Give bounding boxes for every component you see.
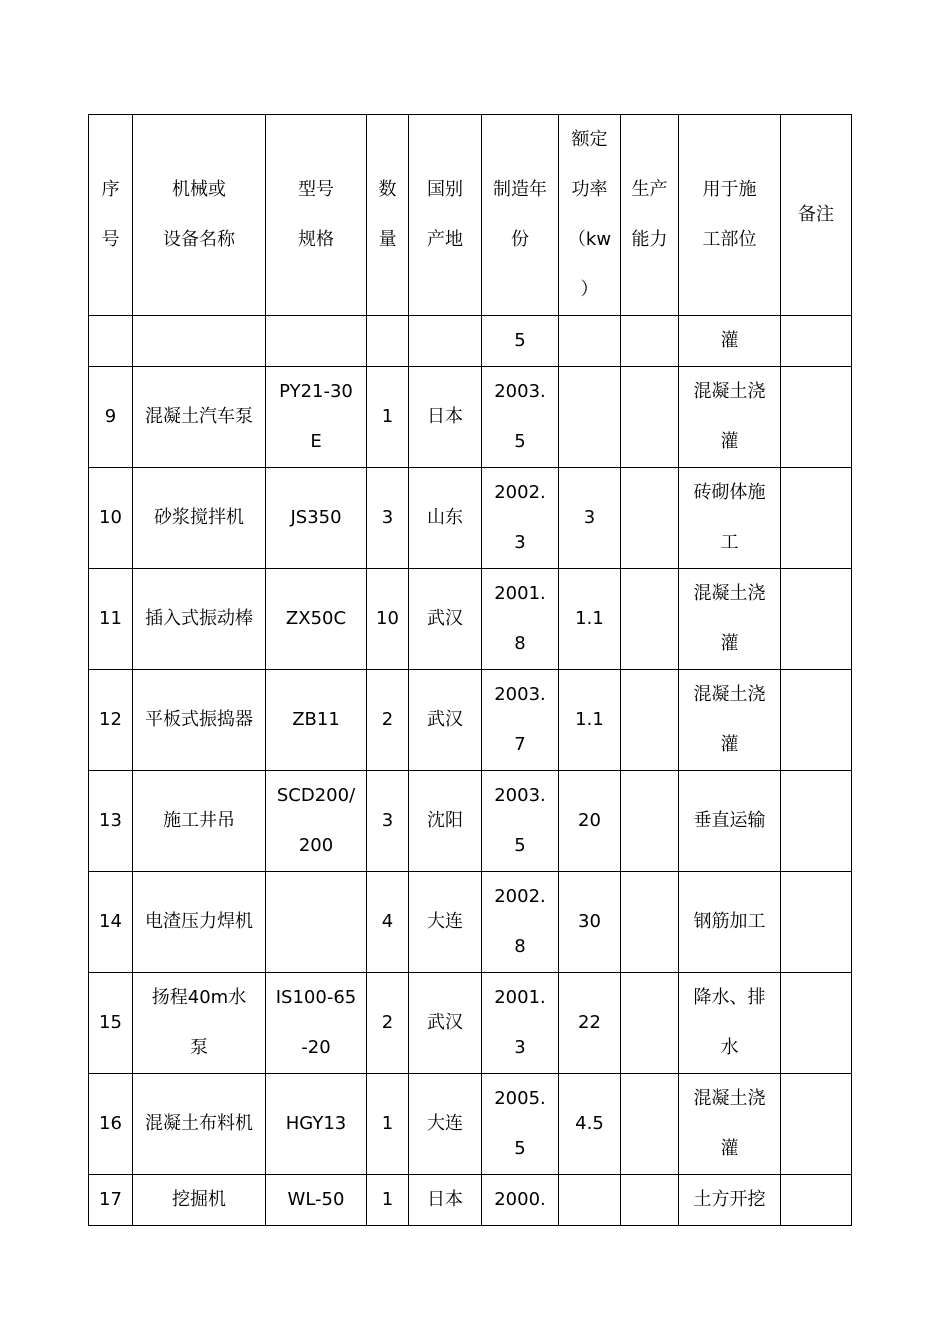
cell-name (133, 316, 266, 367)
table-row (89, 1175, 852, 1226)
cell-model (266, 872, 367, 973)
cell-year: 2000. (482, 1175, 559, 1226)
cell-model: ZX50C (266, 569, 367, 670)
cell-year: 2001. 8 (482, 569, 559, 670)
cell-model: SCD200/ 200 (266, 771, 367, 872)
cell-origin: 大连 (409, 872, 482, 973)
header-cell-power: 额定 功率 （kw ） (559, 115, 621, 316)
cell-name: 混凝土汽车泵 (133, 367, 266, 468)
cell-name: 电渣压力焊机 (133, 872, 266, 973)
cell-year: 2002. 3 (482, 468, 559, 569)
cell-usage: 降水、排 水 (679, 973, 781, 1074)
cell-index: 16 (89, 1074, 133, 1175)
cell-model (266, 316, 367, 367)
cell-capacity (621, 973, 679, 1074)
cell-quantity (367, 316, 409, 367)
cell-model: JS350 (266, 468, 367, 569)
cell-remarks (781, 569, 852, 670)
table-row (89, 1074, 852, 1175)
equipment-table-container (88, 114, 852, 1226)
cell-origin (409, 316, 482, 367)
cell-power: 20 (559, 771, 621, 872)
cell-index: 17 (89, 1175, 133, 1226)
cell-power: 1.1 (559, 670, 621, 771)
cell-quantity: 1 (367, 1074, 409, 1175)
cell-index: 10 (89, 468, 133, 569)
table-row (89, 569, 852, 670)
cell-capacity (621, 1175, 679, 1226)
cell-origin: 大连 (409, 1074, 482, 1175)
cell-power: 30 (559, 872, 621, 973)
cell-quantity: 1 (367, 367, 409, 468)
cell-name: 施工井吊 (133, 771, 266, 872)
cell-power: 1.1 (559, 569, 621, 670)
cell-year: 5 (482, 316, 559, 367)
cell-remarks (781, 367, 852, 468)
header-cell-remarks: 备注 (781, 115, 852, 316)
cell-remarks (781, 1175, 852, 1226)
cell-remarks (781, 1074, 852, 1175)
cell-usage: 混凝土浇 灌 (679, 670, 781, 771)
cell-name: 混凝土布料机 (133, 1074, 266, 1175)
cell-remarks (781, 771, 852, 872)
table-header-row (89, 115, 852, 316)
cell-power (559, 1175, 621, 1226)
cell-usage: 砖砌体施 工 (679, 468, 781, 569)
cell-origin: 武汉 (409, 973, 482, 1074)
table-row (89, 872, 852, 973)
cell-remarks (781, 316, 852, 367)
cell-usage: 混凝土浇 灌 (679, 1074, 781, 1175)
cell-power (559, 316, 621, 367)
cell-model: PY21-30 E (266, 367, 367, 468)
cell-year: 2002. 8 (482, 872, 559, 973)
equipment-table (88, 114, 852, 1226)
cell-capacity (621, 367, 679, 468)
cell-origin: 日本 (409, 1175, 482, 1226)
header-cell-model: 型号 规格 (266, 115, 367, 316)
cell-year: 2005. 5 (482, 1074, 559, 1175)
cell-capacity (621, 468, 679, 569)
table-row (89, 367, 852, 468)
cell-remarks (781, 973, 852, 1074)
table-row (89, 973, 852, 1074)
cell-capacity (621, 316, 679, 367)
cell-index: 15 (89, 973, 133, 1074)
cell-year: 2003. 7 (482, 670, 559, 771)
cell-usage: 垂直运输 (679, 771, 781, 872)
cell-capacity (621, 670, 679, 771)
cell-name: 挖掘机 (133, 1175, 266, 1226)
header-cell-year: 制造年 份 (482, 115, 559, 316)
cell-remarks (781, 872, 852, 973)
cell-origin: 武汉 (409, 569, 482, 670)
cell-usage: 混凝土浇 灌 (679, 367, 781, 468)
cell-remarks (781, 670, 852, 771)
cell-power: 22 (559, 973, 621, 1074)
cell-name: 插入式振动棒 (133, 569, 266, 670)
cell-origin: 日本 (409, 367, 482, 468)
cell-year: 2001. 3 (482, 973, 559, 1074)
cell-usage: 混凝土浇 灌 (679, 569, 781, 670)
table-row (89, 771, 852, 872)
cell-quantity: 3 (367, 468, 409, 569)
cell-power: 3 (559, 468, 621, 569)
cell-origin: 武汉 (409, 670, 482, 771)
cell-usage: 土方开挖 (679, 1175, 781, 1226)
cell-origin: 山东 (409, 468, 482, 569)
cell-power (559, 367, 621, 468)
header-cell-name: 机械或 设备名称 (133, 115, 266, 316)
cell-quantity: 10 (367, 569, 409, 670)
cell-capacity (621, 771, 679, 872)
cell-power: 4.5 (559, 1074, 621, 1175)
header-cell-origin: 国别 产地 (409, 115, 482, 316)
cell-model: IS100-65 -20 (266, 973, 367, 1074)
cell-year: 2003. 5 (482, 367, 559, 468)
cell-name: 扬程40m水 泵 (133, 973, 266, 1074)
cell-quantity: 4 (367, 872, 409, 973)
table-row (89, 468, 852, 569)
cell-model: WL-50 (266, 1175, 367, 1226)
header-cell-capacity: 生产 能力 (621, 115, 679, 316)
cell-index: 11 (89, 569, 133, 670)
table-row (89, 670, 852, 771)
cell-capacity (621, 872, 679, 973)
cell-name: 平板式振捣器 (133, 670, 266, 771)
cell-capacity (621, 569, 679, 670)
cell-year: 2003. 5 (482, 771, 559, 872)
cell-quantity: 3 (367, 771, 409, 872)
cell-index: 14 (89, 872, 133, 973)
cell-quantity: 2 (367, 973, 409, 1074)
cell-name: 砂浆搅拌机 (133, 468, 266, 569)
cell-origin: 沈阳 (409, 771, 482, 872)
cell-usage: 钢筋加工 (679, 872, 781, 973)
cell-index (89, 316, 133, 367)
cell-index: 12 (89, 670, 133, 771)
header-cell-usage: 用于施 工部位 (679, 115, 781, 316)
header-cell-index: 序 号 (89, 115, 133, 316)
header-cell-quantity: 数 量 (367, 115, 409, 316)
cell-usage: 灌 (679, 316, 781, 367)
cell-model: HGY13 (266, 1074, 367, 1175)
cell-model: ZB11 (266, 670, 367, 771)
cell-index: 9 (89, 367, 133, 468)
cell-quantity: 2 (367, 670, 409, 771)
cell-index: 13 (89, 771, 133, 872)
cell-remarks (781, 468, 852, 569)
table-row (89, 316, 852, 367)
cell-quantity: 1 (367, 1175, 409, 1226)
cell-capacity (621, 1074, 679, 1175)
